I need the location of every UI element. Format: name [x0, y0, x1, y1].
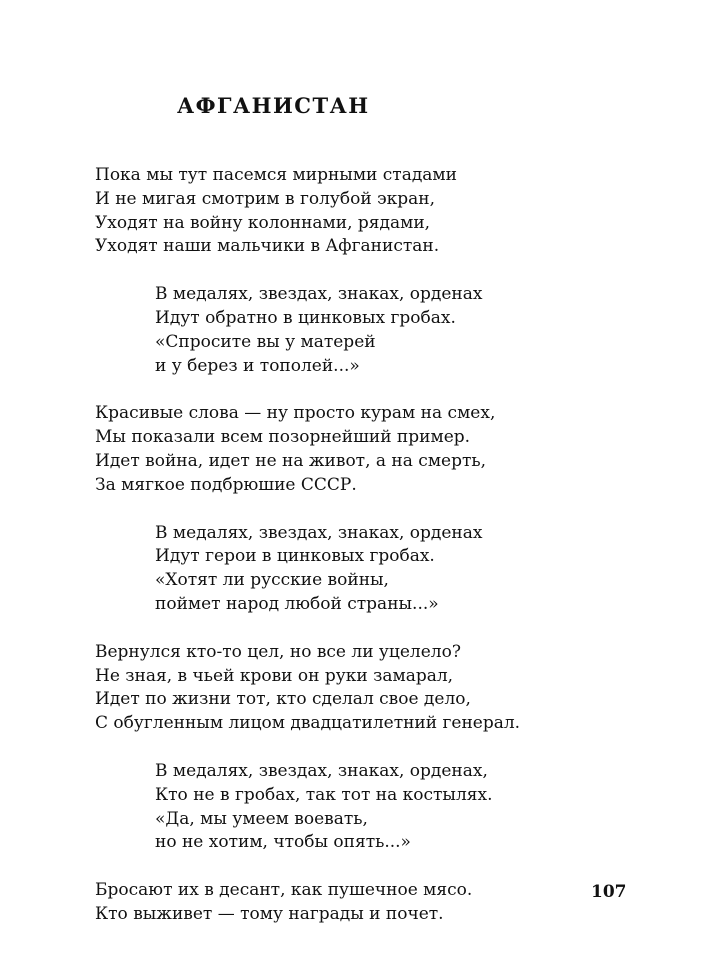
poem-line: В медалях, звездах, знаках, орденах [155, 522, 483, 543]
poem-line: «Хотят ли русские войны, [155, 570, 389, 591]
poem-line: Идет по жизни тот, кто сделал свое дело, [95, 689, 471, 710]
poem-line: Кто не в гробах, так тот на костылях. [155, 784, 493, 805]
poem-line: В медалях, звездах, знаках, орденах [155, 284, 483, 305]
poem-line: С обугленным лицом двадцатилетний генерал. [95, 713, 521, 734]
poem-line: Бросают их в десант, как пушечное мясо. [95, 880, 473, 901]
poem-line: Уходят на войну колоннами, рядами, [95, 212, 431, 233]
poem-line: В медалях, звездах, знаках, орденах, [155, 760, 488, 781]
poem-line: Идет война, идет не на живот, а на смерть, [95, 450, 487, 471]
poem-line: Красивые слова — ну просто курам на смех, [95, 403, 496, 424]
poem-line: «Спросите вы у матерей [155, 331, 376, 352]
poem-line: Не зная, в чьей крови он руки замарал, [95, 665, 454, 686]
poem-body [95, 164, 655, 951]
stanza-1 [95, 164, 655, 259]
poem-line: но не хотим, чтобы опять...» [155, 832, 411, 853]
poem-line: Идут обратно в цинковых гробах. [155, 307, 456, 328]
poem-line: и у берез и тополей...» [155, 355, 360, 376]
poem-line: поймет народ любой страны...» [155, 593, 439, 614]
poem-line: Уходят наши мальчики в Афганистан. [95, 236, 440, 257]
chorus-1 [95, 283, 655, 378]
poem-line: И не мигая смотрим в голубой экран, [95, 188, 435, 209]
stanza-3 [95, 641, 655, 736]
stanza-4 [95, 879, 655, 927]
chorus-2 [95, 522, 655, 617]
chorus-3 [95, 760, 655, 855]
poem-line: За мягкое подбрюшие СССР. [95, 474, 357, 495]
poem-line: Идут герои в цинковых гробах. [155, 546, 435, 567]
poem-line: Мы показали всем позорнейший пример. [95, 427, 471, 448]
poem-line: Вернулся кто-то цел, но все ли уцелело? [95, 641, 461, 662]
poem-line: Пока мы тут пасемся мирными стадами [95, 165, 457, 185]
poem-title: АФГАНИСТАН [177, 93, 370, 118]
page-number: 107 [591, 882, 627, 902]
stanza-2 [95, 402, 655, 497]
poem-line: Кто выживет — тому награды и почет. [95, 903, 444, 924]
poem-line: «Да, мы умеем воевать, [155, 808, 368, 829]
